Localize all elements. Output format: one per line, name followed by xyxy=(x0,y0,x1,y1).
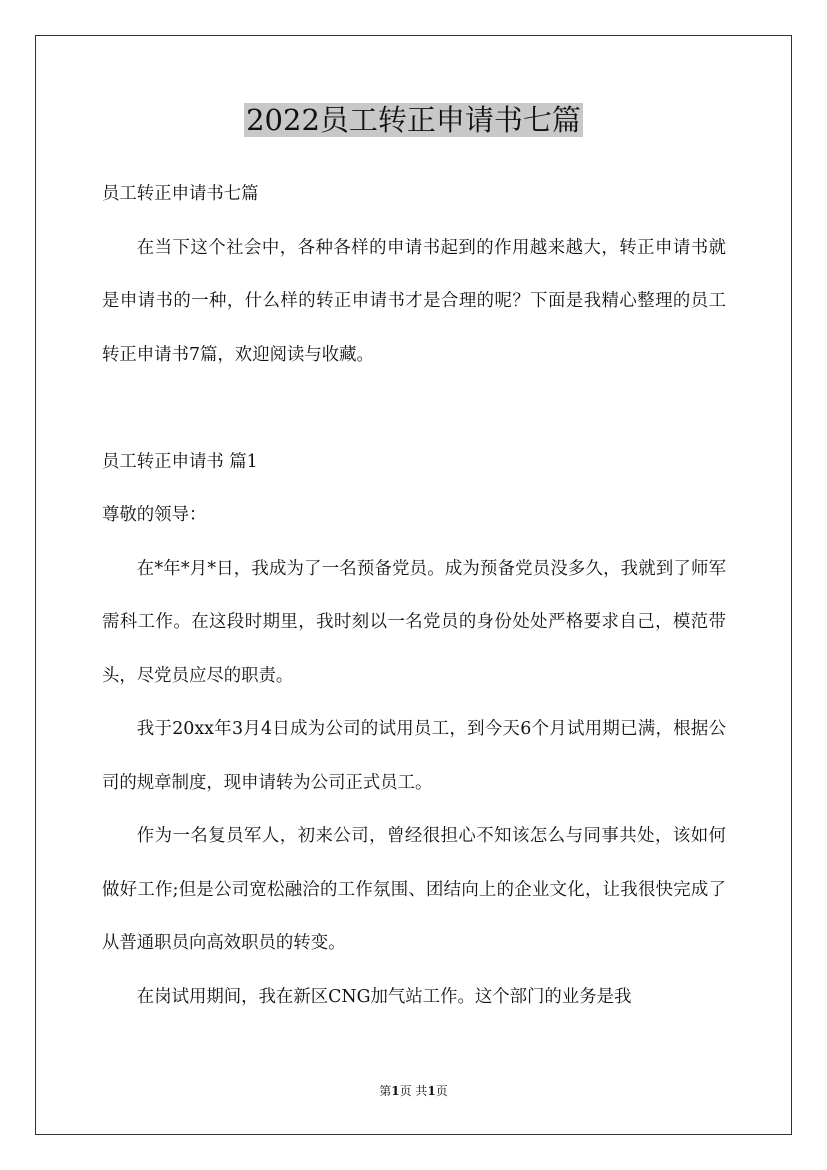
document-body xyxy=(102,168,726,1024)
paragraph-spacer xyxy=(102,382,726,436)
document-title xyxy=(0,98,827,142)
body-paragraph: 我于20xx年3月4日成为公司的试用员工，到今天6个月试用期已满，根据公司的规章制度，现申请转为公司正式员工。 xyxy=(102,719,726,793)
footer-page-total: 1 xyxy=(427,1084,436,1098)
body-paragraph: 在岗试用期间，我在新区CNG加气站工作。这个部门的业务是我 xyxy=(136,986,632,1007)
footer-page-suffix: 页 xyxy=(435,1084,448,1098)
page-footer xyxy=(0,1082,827,1100)
footer-page-prefix: 第 xyxy=(379,1084,392,1098)
intro-paragraph: 在当下这个社会中，各种各样的申请书起到的作用越来越大，转正申请书就是申请书的一种，什么样的转正申请书才是合理的呢？下面是我精心整理的员工转正申请书7篇，欢迎阅读与收藏。 xyxy=(102,237,726,365)
footer-page-mid: 页 共 xyxy=(399,1084,428,1098)
document-title-text: 2022员工转正申请书七篇 xyxy=(246,103,581,137)
salutation: 尊敬的领导： xyxy=(102,505,207,525)
document-subtitle: 员工转正申请书七篇 xyxy=(102,184,259,204)
body-paragraph: 作为一名复员军人，初来公司，曾经很担心不知该怎么与同事共处，该如何做好工作;但是公司宽松融洽的工作氛围、团结向上的企业文化，让我很快完成了从普通职员向高效职员的转变。 xyxy=(102,826,726,953)
section-heading: 员工转正申请书 篇1 xyxy=(102,451,258,472)
footer-page-current: 1 xyxy=(391,1084,400,1098)
body-paragraph: 在*年*月*日，我成为了一名预备党员。成为预备党员没多久，我就到了师军需科工作。在这段时期里，我时刻以一名党员的身份处处严格要求自己，模范带头，尽党员应尽的职责。 xyxy=(102,558,726,686)
